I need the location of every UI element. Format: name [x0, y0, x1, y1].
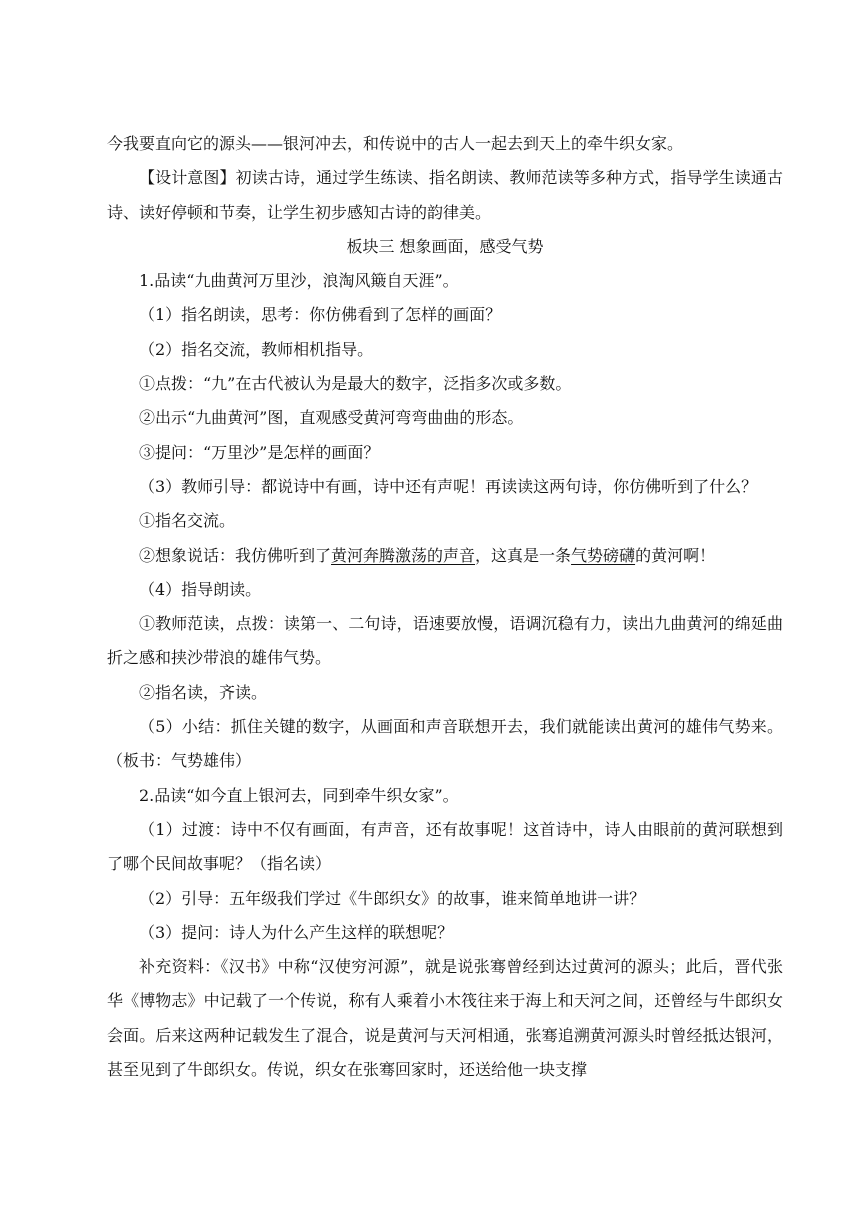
underlined-text: 气势磅礴: [571, 545, 636, 565]
text-run: ，这真是一条: [475, 545, 572, 565]
paragraph: ①指名交流。: [139, 511, 236, 531]
paragraph: （4）指导朗读。: [139, 579, 262, 599]
design-intent-paragraph: 【设计意图】初读古诗，通过学生练读、指名朗读、教师范读等多种方式，指导学生读通古诗、读好停顿和节奏，让学生初步感知古诗的韵律美。: [107, 168, 783, 222]
paragraph: （3）提问：诗人为什么产生这样的联想呢？: [139, 922, 454, 942]
paragraph: 1.品读“九曲黄河万里沙，浪淘风簸自天涯”。: [139, 271, 459, 291]
paragraph: （3）教师引导：都说诗中有画，诗中还有声呢！再读读这两句诗，你仿佛听到了什么？: [139, 476, 758, 496]
paragraph: （5）小结：抓住关键的数字，从画面和声音联想开去，我们就能读出黄河的雄伟气势来。（板书：气势雄伟）: [107, 717, 783, 771]
paragraph: ①教师范读，点拨：读第一、二句诗，语速要放慢，语调沉稳有力，读出九曲黄河的绵延曲折之感和挟沙带浪的雄伟气势。: [107, 614, 783, 668]
underlined-text: 黄河奔腾激荡的声音: [331, 545, 476, 565]
paragraph: （1）过渡：诗中不仅有画面，有声音，还有故事呢！这首诗中，诗人由眼前的黄河联想到了哪个民间故事呢？（指名读）: [107, 819, 783, 874]
text-run: 的黄河啊！: [635, 545, 716, 565]
document-body: [107, 127, 783, 1087]
section-heading: 板块三 想象画面，感受气势: [346, 236, 544, 256]
paragraph-with-underlines: [107, 539, 783, 573]
paragraph: 今我要直向它的源头——银河冲去，和传说中的古人一起去到天上的牵牛织女家。: [107, 134, 684, 153]
paragraph: （2）引导：五年级我们学过《牛郎织女》的故事，谁来简单地讲一讲？: [139, 888, 646, 908]
paragraph: 2.品读“如今直上银河去，同到牵牛织女家”。: [139, 785, 459, 805]
text-run: ②想象说话：我仿佛听到了: [139, 545, 332, 565]
paragraph: ②出示“九曲黄河”图，直观感受黄河弯弯曲曲的形态。: [139, 408, 524, 428]
supplementary-material-paragraph: 补充资料：《汉书》中称“汉使穷河源”，就是说张骞曾经到达过黄河的源头；此后，晋代张华《博物志》中记载了一个传说，称有人乘着小木筏往来于海上和天河之间，还曾经与牛郎织女会面。后来这两种记载发生了混合，说是黄河与天河相通，张骞追溯黄河源头时曾经抵达银河，甚至见到了牛郎织女。传说，织女在张骞回家时，还送给他一块支撑: [107, 957, 783, 1080]
paragraph: ②指名读，齐读。: [139, 682, 268, 702]
paragraph: ①点拨：“九”在古代被认为是最大的数字，泛指多次或多数。: [139, 374, 572, 394]
paragraph: （1）指名朗读，思考：你仿佛看到了怎样的画面？: [139, 305, 502, 325]
paragraph: （2）指名交流，教师相机指导。: [139, 339, 374, 359]
paragraph: ③提问：“万里沙”是怎样的画面？: [139, 442, 380, 462]
